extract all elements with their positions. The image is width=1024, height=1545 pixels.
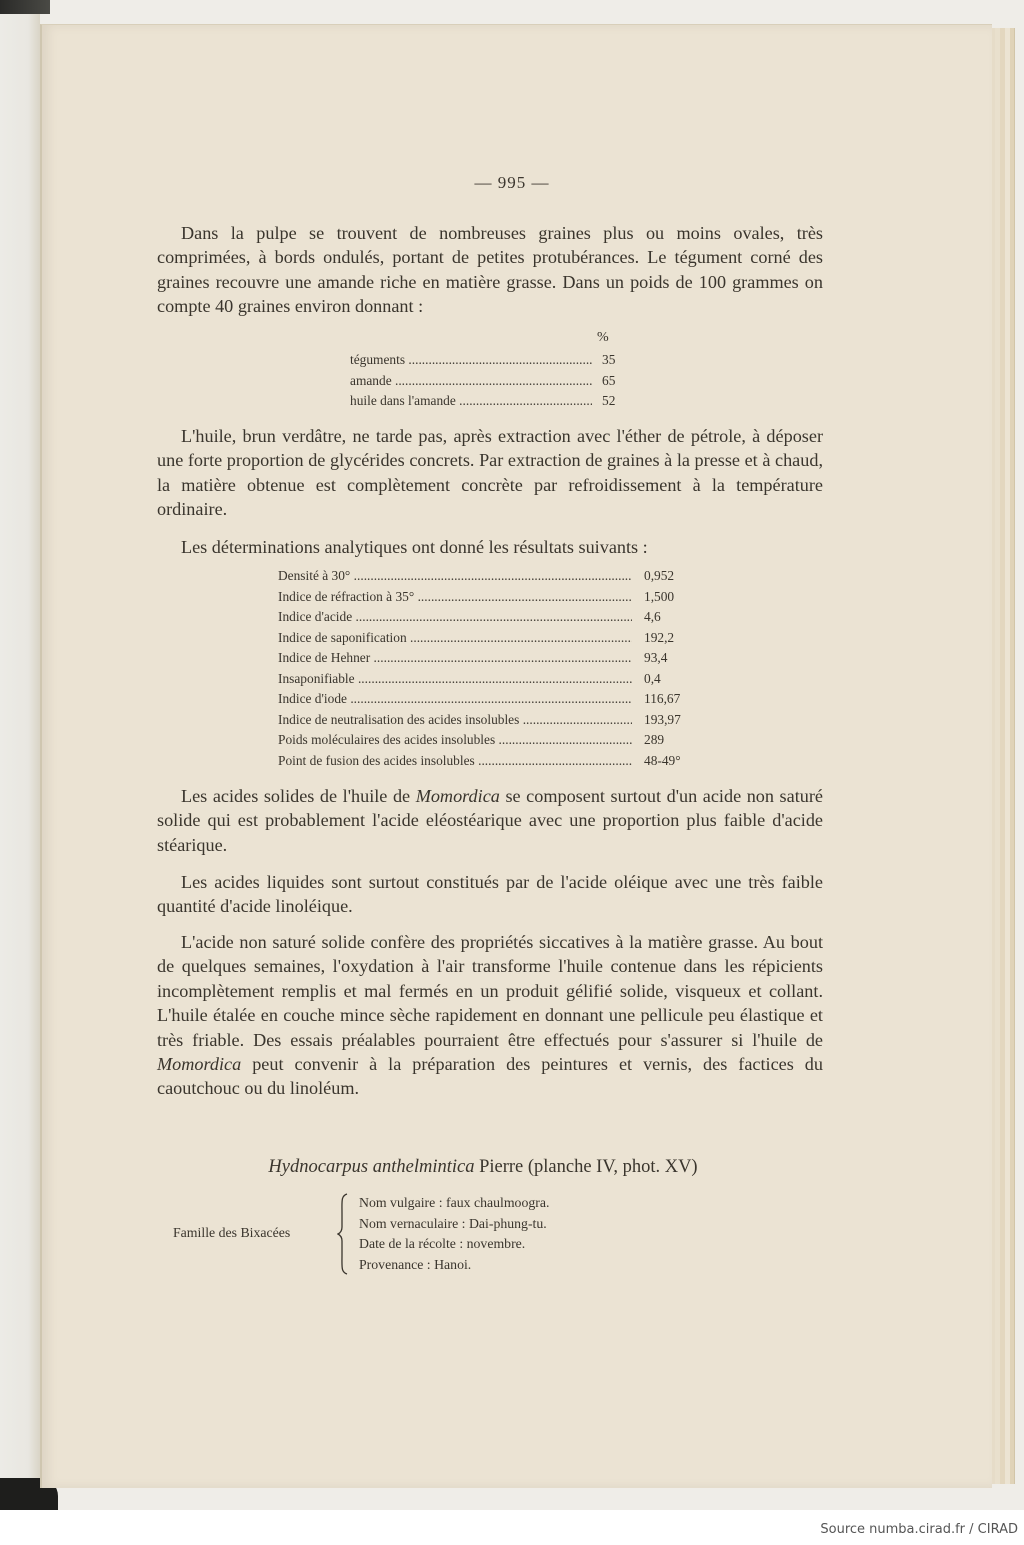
row-label: téguments ..... <box>350 350 592 371</box>
table-row <box>278 710 698 731</box>
intro-paragraph: Dans la pulpe se trouvent de nombreuses graines plus ou moins ovales, très comprimées, à bords ondulés, portant de petites protubérances. Le tégument corné des graines recouvre une amande riche en matière grasse. Dans un poids de 100 grammes on compte 40 graines environ donnant : <box>157 223 823 317</box>
row-label: Indice de saponification ..... <box>278 628 632 649</box>
text-run: L'acide non saturé solide confère des propriétés siccatives à la matière grasse. Au bout de quelques semaines, l'oxydation à l'air transforme l'huile contenue dans les répicients incomplètement remplis et mal fermés en un produit gélifié solide, visqueux et collant. L'huile étalée en couche mince sèche rapidement en donnant une pellicule peu élastique et très friable. Des essais préalables pourraient être effectués pour s'assurer si l'huile de <box>157 932 823 1050</box>
text-run: peut convenir à la préparation des peintures et vernis, des factices du caoutchouc ou du linoléum. <box>157 1054 823 1099</box>
liquid-acids-paragraph: Les acides liquides sont surtout constitués par de l'acide oléique avec une très faible quantité d'acide linoléique. <box>157 872 823 917</box>
row-value: 116,67 <box>644 691 681 706</box>
table-row <box>278 648 698 669</box>
species-reference: Pierre (planche IV, phot. XV) <box>474 1157 698 1177</box>
row-value: 0,4 <box>644 670 661 686</box>
row-label: Indice de Hehner ..... <box>278 648 632 669</box>
row-value: 289 <box>644 732 665 747</box>
genus-name: Momordica <box>157 1054 242 1075</box>
seed-composition-table <box>350 350 620 412</box>
table-row <box>350 371 620 392</box>
row-label: Indice de neutralisation des acides insolubles ..... <box>278 710 632 731</box>
row-value: 4,6 <box>644 609 661 624</box>
row-value: 1,500 <box>644 588 675 604</box>
table-row <box>278 587 698 608</box>
oil-extraction-paragraph: L'huile, brun verdâtre, ne tarde pas, après extraction avec l'éther de pétrole, à déposer une forte proportion de glycérides concrets. Par extraction de graines à la presse et à chaud, la matière obtenue est complètement concrète par refroidissement à la température ordinaire. <box>157 426 823 520</box>
table-row <box>278 607 698 628</box>
row-label: Poids moléculaires des acides insolubles ..... <box>278 730 632 751</box>
page-number: — 995 — <box>474 173 550 192</box>
siccative-properties-paragraph <box>157 930 823 1101</box>
table-row <box>278 689 698 710</box>
row-value: 0,952 <box>644 568 675 583</box>
row-value: 52 <box>602 393 616 408</box>
row-label: Point de fusion des acides insolubles ..... <box>278 751 632 772</box>
row-value: 48-49° <box>644 752 681 768</box>
row-label: Indice d'acide ..... <box>278 607 632 628</box>
row-value: 93,4 <box>644 650 668 665</box>
row-label: Indice d'iode ..... <box>278 689 632 710</box>
row-label: Insaponifiable ..... <box>278 669 632 690</box>
row-value: 192,2 <box>644 629 675 645</box>
curly-brace-icon <box>337 1193 349 1275</box>
table-row <box>278 751 698 772</box>
source-credit: Source numba.cirad.fr / CIRAD <box>820 1522 1018 1537</box>
row-label: huile dans l'amande ..... <box>350 391 592 412</box>
table-row <box>278 628 698 649</box>
genus-name: Momordica <box>415 786 500 806</box>
book-cover-edge-top <box>0 0 50 14</box>
page-stack-edge <box>1010 28 1015 1484</box>
analytical-results-table <box>278 566 698 771</box>
row-value: 193,97 <box>644 711 681 727</box>
row-value: 35 <box>602 352 616 367</box>
list-item: Nom vulgaire : faux chaulmoogra. <box>359 1195 550 1210</box>
text-run: Les acides solides de l'huile de <box>181 786 416 806</box>
percent-unit-header: % <box>597 330 609 345</box>
row-label: amande ..... <box>350 371 592 392</box>
table-row <box>350 350 620 371</box>
row-label: Indice de réfraction à 35° ..... <box>278 587 632 608</box>
row-value: 65 <box>602 372 616 388</box>
left-page-edge <box>0 14 40 1484</box>
table-row <box>278 566 698 587</box>
analytical-intro-paragraph: Les déterminations analytiques ont donné les résultats suivants : <box>181 537 648 557</box>
family-label: Famille des Bixacées <box>173 1225 291 1240</box>
row-label: Densité à 30° ..... <box>278 566 632 587</box>
list-item: Provenance : Hanoi. <box>359 1257 472 1273</box>
species-name: Hydnocarpus anthelmintica <box>268 1157 475 1177</box>
solid-acids-paragraph <box>157 784 823 857</box>
list-item: Nom vernaculaire : Dai-phung-tu. <box>359 1215 547 1231</box>
table-row <box>278 730 698 751</box>
table-row <box>350 391 620 412</box>
list-item: Date de la récolte : novembre. <box>359 1236 526 1252</box>
family-details-list <box>359 1193 549 1276</box>
species-heading <box>0 1157 966 1178</box>
text-run: se composent surtout d'un acide non saturé solide qui est probablement l'acide eléostéarique avec une proportion plus faible d'acide stéarique. <box>157 786 823 855</box>
table-row <box>278 669 698 690</box>
